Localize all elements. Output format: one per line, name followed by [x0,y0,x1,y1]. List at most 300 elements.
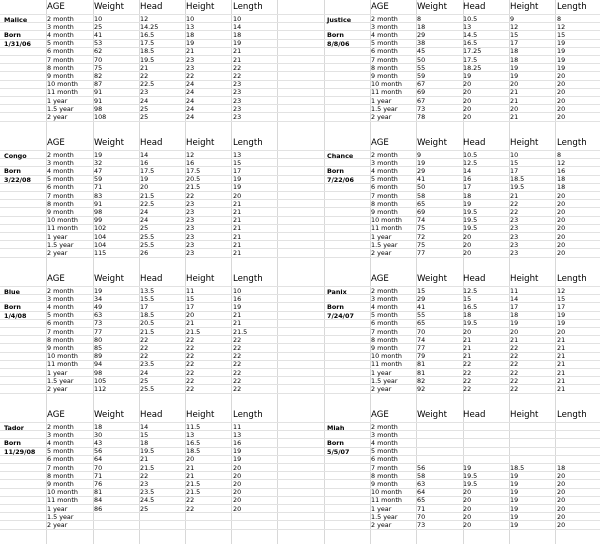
age-cell: 6 month [371,47,398,56]
value-cell: 23 [186,224,195,233]
value-cell: 18.5 [510,463,525,472]
value-cell: 22 [233,376,242,385]
age-cell: 10 month [371,352,402,361]
age-cell: 2 year [47,384,68,393]
value-cell: 19 [510,520,519,529]
column-header: Head [463,274,486,284]
value-cell: 24.5 [140,496,155,505]
value-cell: 94 [94,360,103,369]
value-cell: 13 [186,22,195,31]
age-cell: 1.5 year [47,376,74,385]
value-cell: 8 [557,14,562,23]
value-cell: 10.5 [463,14,478,23]
column-header: AGE [47,2,65,12]
age-cell: 1.5 year [371,376,398,385]
age-cell: 8 month [47,335,74,344]
value-cell: 9 [417,150,422,159]
value-cell: 20 [557,479,566,488]
column-header: AGE [371,138,389,148]
value-cell: 22 [140,71,149,80]
value-cell: 22 [233,384,242,393]
age-cell: 3 month [371,158,398,167]
column-header: Weight [94,410,124,420]
value-cell: 17 [557,302,566,311]
age-cell: 1 year [47,96,68,105]
age-cell: 2 year [371,112,392,121]
value-cell: 70 [94,463,103,472]
value-cell: 23 [233,104,242,113]
value-cell: 21.5 [140,191,155,200]
age-cell: 10 month [371,80,402,89]
value-cell: 22 [233,335,242,344]
value-cell: 74 [417,216,426,225]
value-cell: 22 [140,471,149,480]
age-cell: 1.5 year [371,240,398,249]
value-cell: 20 [186,311,195,320]
animal-name: Tador [4,424,24,432]
birth-date: 1/31/06 [4,39,31,48]
value-cell: 22 [233,343,242,352]
value-cell: 20 [463,232,472,241]
born-label: Born [327,439,344,448]
value-cell: 20 [463,112,472,121]
value-cell: 17 [233,166,242,175]
value-cell: 13 [186,430,195,439]
age-cell: 2 month [371,150,398,159]
value-cell: 20 [557,88,566,97]
column-header: AGE [371,2,389,12]
value-cell: 23 [186,207,195,216]
age-cell: 9 month [371,343,398,352]
animal-name: Panix [327,288,347,296]
value-cell: 23.5 [140,488,155,497]
value-cell: 15 [557,30,566,39]
value-cell: 15 [463,294,472,303]
age-cell: 5 month [371,447,398,456]
value-cell: 92 [417,384,426,393]
value-cell: 21.5 [186,183,201,192]
value-cell: 20 [233,479,242,488]
age-cell: 1 year [47,232,68,241]
value-cell: 21 [233,319,242,328]
column-header: Weight [417,2,447,12]
value-cell: 16.5 [186,438,201,447]
value-cell: 21 [186,463,195,472]
age-cell: 2 month [47,150,74,159]
column-header: Length [557,138,587,148]
value-cell: 20 [510,104,519,113]
value-cell: 108 [94,112,107,121]
value-cell: 59 [94,175,103,184]
value-cell: 20 [557,96,566,105]
value-cell: 41 [94,30,103,39]
age-cell: 2 year [47,520,68,529]
value-cell: 17.5 [140,39,155,48]
column-header: Weight [94,274,124,284]
age-cell: 1 year [371,96,392,105]
value-cell: 21 [557,343,566,352]
age-cell: 4 month [371,30,398,39]
age-cell: 4 month [47,166,74,175]
age-cell: 2 month [371,14,398,23]
column-header: Height [186,410,215,420]
age-cell: 8 month [371,335,398,344]
value-cell: 18 [510,311,519,320]
value-cell: 64 [417,488,426,497]
value-cell: 19 [94,150,103,159]
birth-date: 1/4/08 [4,311,27,320]
value-cell: 77 [417,343,426,352]
value-cell: 20 [463,104,472,113]
value-cell: 58 [417,191,426,200]
age-cell: 5 month [47,447,74,456]
value-cell: 115 [94,248,107,257]
born-label: Born [4,31,21,40]
value-cell: 20 [557,327,566,336]
age-cell: 1 year [371,368,392,377]
value-cell: 18 [94,422,103,431]
age-cell: 9 month [47,71,74,80]
value-cell: 20 [557,207,566,216]
value-cell: 10 [233,14,242,23]
age-cell: 5 month [47,175,74,184]
age-cell: 2 month [47,422,74,431]
column-header: AGE [47,274,65,284]
value-cell: 13 [233,430,242,439]
age-cell: 4 month [47,30,74,39]
value-cell: 20 [557,80,566,89]
value-cell: 83 [94,191,103,200]
value-cell: 12 [140,14,149,23]
age-cell: 5 month [371,39,398,48]
value-cell: 23 [186,63,195,72]
age-cell: 1 year [371,504,392,513]
age-cell: 9 month [47,343,74,352]
value-cell: 50 [417,55,426,64]
age-cell: 7 month [371,463,398,472]
value-cell: 78 [417,112,426,121]
age-cell: 3 month [47,158,74,167]
value-cell: 21 [233,311,242,320]
value-cell: 21 [186,319,195,328]
value-cell: 70 [94,55,103,64]
value-cell: 91 [94,96,103,105]
value-cell: 19 [463,463,472,472]
value-cell: 20 [463,327,472,336]
age-cell: 11 month [371,88,402,97]
value-cell: 20 [557,112,566,121]
value-cell: 21 [557,384,566,393]
value-cell: 19 [510,496,519,505]
age-cell: 2 year [371,384,392,393]
value-cell: 19 [233,183,242,192]
age-cell: 3 month [371,430,398,439]
value-cell: 19 [557,47,566,56]
value-cell: 19 [557,311,566,320]
value-cell: 12 [510,22,519,31]
value-cell: 73 [417,104,426,113]
value-cell: 13 [233,150,242,159]
age-cell: 5 month [47,311,74,320]
value-cell: 79 [417,352,426,361]
value-cell: 24 [140,216,149,225]
value-cell: 18 [233,30,242,39]
value-cell: 23 [510,248,519,257]
value-cell: 24 [186,112,195,121]
value-cell: 23 [510,216,519,225]
value-cell: 19.5 [463,319,478,328]
value-cell: 9 [510,14,515,23]
column-header: Head [463,2,486,12]
value-cell: 22 [186,335,195,344]
value-cell: 25 [140,376,149,385]
value-cell: 23.5 [140,360,155,369]
value-cell: 19 [557,39,566,48]
value-cell: 10 [94,14,103,23]
value-cell: 73 [417,520,426,529]
value-cell: 21.5 [140,463,155,472]
value-cell: 56 [94,447,103,456]
value-cell: 20 [463,512,472,521]
value-cell: 20 [233,471,242,480]
value-cell: 22 [510,207,519,216]
value-cell: 21 [233,55,242,64]
value-cell: 24 [186,80,195,89]
value-cell: 19 [510,488,519,497]
value-cell: 112 [94,384,107,393]
value-cell: 23 [510,232,519,241]
column-header: Length [233,2,263,12]
value-cell: 18 [557,175,566,184]
value-cell: 23 [186,232,195,241]
value-cell: 19.5 [140,447,155,456]
value-cell: 22 [463,360,472,369]
born-label: Born [4,439,21,448]
value-cell: 22 [186,71,195,80]
value-cell: 21.5 [186,479,201,488]
age-cell: 5 month [371,311,398,320]
age-cell: 7 month [47,191,74,200]
value-cell: 21 [557,352,566,361]
value-cell: 20 [557,71,566,80]
age-cell: 4 month [47,438,74,447]
value-cell: 22 [186,384,195,393]
age-cell: 11 month [371,360,402,369]
value-cell: 22 [186,343,195,352]
value-cell: 21 [233,199,242,208]
value-cell: 23 [186,199,195,208]
value-cell: 14 [510,294,519,303]
value-cell: 20 [463,88,472,97]
value-cell: 25.5 [140,240,155,249]
value-cell: 21 [463,335,472,344]
column-header: Weight [94,2,124,12]
gridline-horizontal [0,438,600,439]
value-cell: 11.5 [186,422,201,431]
age-cell: 7 month [371,55,398,64]
column-header: Weight [417,274,447,284]
value-cell: 20 [233,504,242,513]
value-cell: 17.5 [186,166,201,175]
value-cell: 20 [557,199,566,208]
gridline-horizontal [0,121,600,122]
value-cell: 56 [417,463,426,472]
age-cell: 10 month [47,80,78,89]
value-cell: 19.5 [463,224,478,233]
column-header: Height [510,138,539,148]
value-cell: 17.5 [463,55,478,64]
age-cell: 6 month [371,183,398,192]
value-cell: 75 [417,240,426,249]
value-cell: 24 [140,207,149,216]
value-cell: 22 [510,352,519,361]
age-cell: 8 month [47,471,74,480]
value-cell: 15 [186,294,195,303]
value-cell: 17 [510,166,519,175]
column-header: Length [557,2,587,12]
column-header: Length [557,410,587,420]
value-cell: 15 [557,294,566,303]
age-cell: 2 year [371,248,392,257]
age-cell: 1 year [47,368,68,377]
value-cell: 32 [94,158,103,167]
age-cell: 11 month [371,224,402,233]
value-cell: 21 [233,240,242,249]
age-cell: 6 month [47,319,74,328]
age-cell: 10 month [371,216,402,225]
value-cell: 85 [94,343,103,352]
value-cell: 91 [94,88,103,97]
value-cell: 20.5 [140,319,155,328]
value-cell: 24 [186,104,195,113]
value-cell: 11 [186,286,195,295]
value-cell: 21 [557,335,566,344]
value-cell: 19.5 [463,216,478,225]
value-cell: 18 [463,191,472,200]
birth-date: 11/29/08 [4,447,36,456]
age-cell: 4 month [371,302,398,311]
value-cell: 62 [94,47,103,56]
born-label: Born [4,303,21,312]
value-cell: 20 [463,496,472,505]
value-cell: 45 [417,47,426,56]
value-cell: 19 [140,175,149,184]
value-cell: 19 [557,55,566,64]
value-cell: 19 [557,319,566,328]
age-cell: 11 month [47,496,78,505]
value-cell: 19.5 [140,55,155,64]
value-cell: 19 [233,302,242,311]
value-cell: 23 [233,112,242,121]
age-cell: 11 month [47,224,78,233]
value-cell: 19 [94,286,103,295]
column-header: Height [186,274,215,284]
value-cell: 18 [557,183,566,192]
value-cell: 21.5 [233,327,248,336]
animal-name: Congo [4,152,27,160]
value-cell: 89 [94,352,103,361]
value-cell: 14 [140,150,149,159]
value-cell: 23 [510,224,519,233]
value-cell: 19 [510,504,519,513]
value-cell: 20.5 [186,175,201,184]
value-cell: 81 [417,360,426,369]
age-cell: 4 month [371,438,398,447]
value-cell: 34 [94,294,103,303]
value-cell: 74 [417,335,426,344]
value-cell: 55 [417,311,426,320]
value-cell: 20 [463,96,472,105]
age-cell: 1.5 year [47,512,74,521]
value-cell: 22 [233,368,242,377]
value-cell: 20 [557,512,566,521]
value-cell: 55 [417,63,426,72]
gridline-horizontal [0,257,600,258]
value-cell: 20 [557,191,566,200]
value-cell: 67 [417,96,426,105]
value-cell: 104 [94,232,107,241]
age-cell: 6 month [47,183,74,192]
value-cell: 71 [417,504,426,513]
value-cell: 65 [417,496,426,505]
value-cell: 91 [94,199,103,208]
value-cell: 12.5 [463,158,478,167]
value-cell: 20 [557,471,566,480]
value-cell: 25.5 [140,232,155,241]
value-cell: 17 [140,302,149,311]
column-header: Weight [417,138,447,148]
value-cell: 17 [186,302,195,311]
value-cell: 19 [510,479,519,488]
birth-date: 3/22/08 [4,175,31,184]
value-cell: 22 [233,360,242,369]
value-cell: 98 [94,207,103,216]
value-cell: 22 [463,376,472,385]
column-header: AGE [47,410,65,420]
value-cell: 25.5 [140,384,155,393]
value-cell: 29 [417,166,426,175]
value-cell: 11 [510,286,519,295]
born-label: Born [327,303,344,312]
age-cell: 4 month [47,302,74,311]
value-cell: 50 [417,183,426,192]
value-cell: 22 [463,384,472,393]
gridline-horizontal [0,529,600,530]
value-cell: 18 [417,22,426,31]
value-cell: 29 [417,294,426,303]
value-cell: 17 [510,39,519,48]
value-cell: 18 [557,463,566,472]
value-cell: 20 [233,463,242,472]
born-label: Born [327,31,344,40]
column-header: Weight [94,138,124,148]
value-cell: 20 [463,240,472,249]
value-cell: 22.5 [140,80,155,89]
column-header: AGE [371,410,389,420]
value-cell: 24 [140,368,149,377]
value-cell: 104 [94,240,107,249]
value-cell: 18.25 [463,63,482,72]
value-cell: 19 [510,471,519,480]
value-cell: 16 [557,166,566,175]
value-cell: 75 [417,224,426,233]
value-cell: 22 [510,376,519,385]
age-cell: 3 month [47,430,74,439]
column-header: Head [463,410,486,420]
value-cell: 16 [233,438,242,447]
value-cell: 75 [94,63,103,72]
value-cell: 22 [510,384,519,393]
